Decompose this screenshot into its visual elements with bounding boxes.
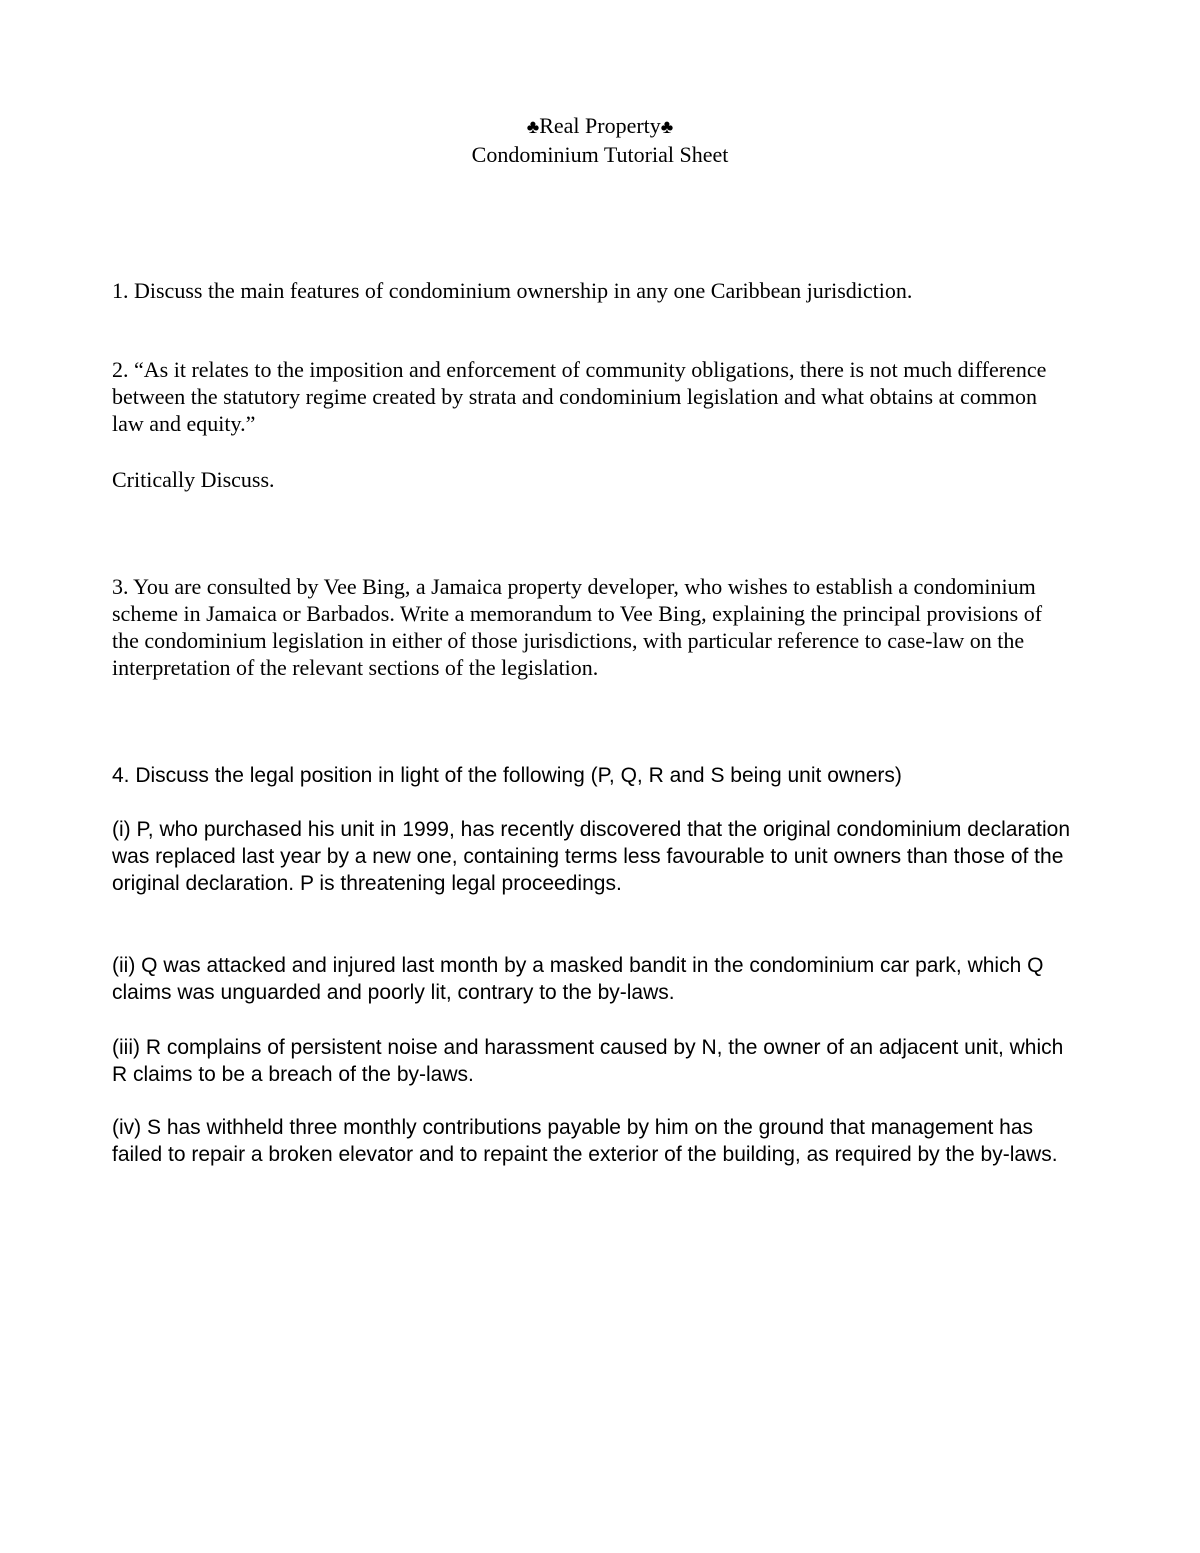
question-4-part-i: (i) P, who purchased his unit in 1999, has recently discovered that the original condominium declaration was replaced last year by a new one, containing terms less favourable to unit owners than those of the original declaration. P is threatening legal proceedings. [112, 818, 1070, 895]
title-text: Real Property [539, 113, 661, 138]
document-title [0, 112, 1200, 141]
question-4-part-ii: (ii) Q was attacked and injured last month by a masked bandit in the condominium car park, which Q claims was unguarded and poorly lit, contrary to the by-laws. [112, 954, 1044, 1004]
club-icon: ♣ [660, 117, 674, 138]
question-4-part-iii: (iii) R complains of persistent noise and harassment caused by N, the owner of an adjacent unit, which R claims to be a breach of the by-laws. [112, 1036, 1064, 1086]
question-4-part-iv: (iv) S has withheld three monthly contributions payable by him on the ground that management has failed to repair a broken elevator and to repaint the exterior of the building, as required by the by-laws. [112, 1116, 1058, 1166]
document-subtitle: Condominium Tutorial Sheet [471, 142, 729, 167]
question-3: 3. You are consulted by Vee Bing, a Jamaica property developer, who wishes to establish a condominium scheme in Jamaica or Barbados. Write a memorandum to Vee Bing, explaining the principal provisions of the condominium legislation in either of those jurisdictions, with particular reference to case-law on the interpretation of the relevant sections of the legislation. [112, 574, 1043, 680]
title-block [0, 112, 1200, 168]
question-4: 4. Discuss the legal position in light of the following (P, Q, R and S being unit owners) [112, 764, 902, 787]
question-2-instruction: Critically Discuss. [112, 467, 275, 492]
question-1: 1. Discuss the main features of condominium ownership in any one Caribbean jurisdiction. [112, 278, 913, 303]
question-2: 2. “As it relates to the imposition and enforcement of community obligations, there is not much difference between the statutory regime created by strata and condominium legislation and what obtains at common law and equity.” [112, 357, 1047, 436]
club-icon: ♣ [526, 117, 540, 138]
